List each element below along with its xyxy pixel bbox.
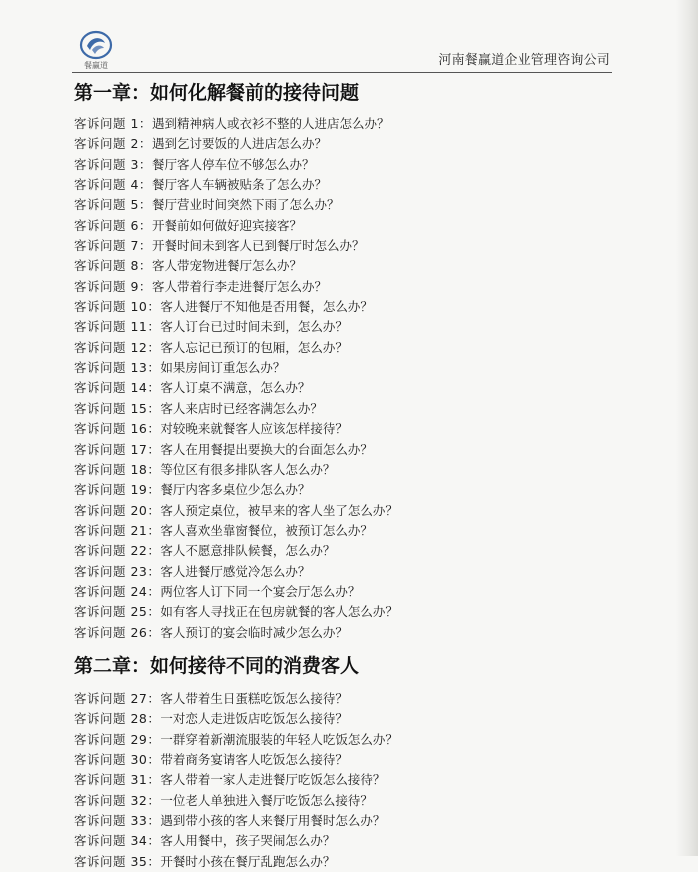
question-number: 客诉问题 26： <box>74 624 161 640</box>
question-item <box>74 378 634 398</box>
chapter-1-question-list <box>74 114 634 643</box>
question-text: 客人忘记已预订的包厢，怎么办？ <box>160 339 348 355</box>
question-number: 客诉问题 9： <box>74 278 152 294</box>
question-text: 客人带宠物进餐厅怎么办？ <box>151 258 302 274</box>
question-number: 客诉问题 14： <box>74 380 161 396</box>
question-text: 客人进餐厅感觉冷怎么办？ <box>160 563 311 579</box>
question-item <box>74 791 634 811</box>
question-item <box>74 562 634 582</box>
question-text: 餐厅营业时间突然下雨了怎么办？ <box>151 197 340 213</box>
question-number: 客诉问题 20： <box>74 502 161 518</box>
question-item <box>74 175 634 195</box>
question-item <box>74 256 634 276</box>
question-item <box>74 155 634 175</box>
question-number: 客诉问题 18： <box>74 461 161 477</box>
question-item <box>74 689 634 709</box>
question-item <box>74 440 634 460</box>
question-item <box>74 501 634 521</box>
question-number: 客诉问题 28： <box>74 711 161 727</box>
page-header <box>72 26 612 73</box>
question-item <box>74 338 634 358</box>
logo-text: 餐赢道 <box>84 61 108 70</box>
document-body <box>74 80 634 872</box>
question-item <box>74 358 634 378</box>
question-item <box>74 480 634 500</box>
question-item <box>74 297 634 317</box>
question-item <box>74 730 634 750</box>
question-text: 带着商务宴请客人吃饭怎么接待？ <box>160 751 348 767</box>
question-text: 客人带着生日蛋糕吃饭怎么接待？ <box>160 690 348 706</box>
question-item <box>74 277 634 297</box>
question-number: 客诉问题 6： <box>74 217 152 233</box>
question-text: 客人带着一家人走进餐厅吃饭怎么接待？ <box>160 772 386 788</box>
question-text: 遇到带小孩的客人来餐厅用餐时怎么办？ <box>160 813 386 828</box>
question-text: 客人预订的宴会临时减少怎么办？ <box>160 624 348 640</box>
chapter-1-title: 第一章：如何化解餐前的接待问题 <box>74 82 360 104</box>
question-text: 客人用餐中，孩子哭闹怎么办？ <box>160 833 336 849</box>
question-number: 客诉问题 19： <box>74 482 161 498</box>
question-text: 客人带着行李走进餐厅怎么办？ <box>151 278 327 294</box>
question-item <box>74 236 634 256</box>
chapter-2-question-list <box>74 689 634 872</box>
question-number: 客诉问题 7： <box>74 238 152 254</box>
question-text: 遇到乞讨要饭的人进店怎么办？ <box>151 136 327 152</box>
question-item <box>74 216 634 236</box>
question-number: 客诉问题 30： <box>74 751 161 767</box>
question-number: 客诉问题 5： <box>74 197 152 213</box>
question-number: 客诉问题 16： <box>74 421 161 437</box>
question-number: 客诉问题 27： <box>74 690 161 706</box>
question-text: 客人不愿意排队候餐，怎么办？ <box>160 543 336 559</box>
question-text: 客人订桌不满意，怎么办？ <box>160 380 311 396</box>
question-number: 客诉问题 31： <box>74 772 161 788</box>
question-text: 客人在用餐提出要换大的台面怎么办？ <box>160 441 373 457</box>
question-item <box>74 750 634 770</box>
question-item <box>74 541 634 561</box>
question-text: 餐厅客人车辆被贴条了怎么办？ <box>151 177 327 193</box>
question-text: 餐厅内客多桌位少怎么办？ <box>160 482 311 498</box>
question-text: 对较晚来就餐客人应该怎样接待？ <box>160 421 348 437</box>
question-number: 客诉问题 35： <box>74 853 161 869</box>
question-number: 客诉问题 10： <box>74 299 161 315</box>
question-text: 餐厅客人停车位不够怎么办？ <box>151 156 315 172</box>
chapter-2-title: 第二章：如何接待不同的消费客人 <box>74 654 360 677</box>
question-number: 客诉问题 33： <box>74 813 161 828</box>
question-number: 客诉问题 3： <box>74 156 152 172</box>
question-number: 客诉问题 15： <box>74 400 161 416</box>
question-item <box>74 399 634 419</box>
question-text: 一群穿着新潮流服装的年轻人吃饭怎么办？ <box>160 731 398 747</box>
page-edge-shadow <box>676 0 698 856</box>
question-number: 客诉问题 4： <box>74 177 152 193</box>
question-text: 一对恋人走进饭店吃饭怎么接待？ <box>160 711 348 727</box>
question-text: 遇到精神病人或衣衫不整的人进店怎么办？ <box>151 116 390 131</box>
question-text: 客人喜欢坐靠窗餐位，被预订怎么办？ <box>160 522 373 538</box>
question-item <box>74 521 634 541</box>
question-number: 客诉问题 13： <box>74 360 161 376</box>
question-item <box>74 582 634 602</box>
question-item <box>74 623 634 643</box>
question-number: 客诉问题 24： <box>74 583 161 599</box>
question-text: 客人订台已过时间未到，怎么办？ <box>160 319 348 335</box>
question-item <box>74 317 634 337</box>
question-item <box>74 134 634 154</box>
question-number: 客诉问题 12： <box>74 339 161 355</box>
question-number: 客诉问题 23： <box>74 563 161 579</box>
question-text: 客人进餐厅不知他是否用餐，怎么办？ <box>160 299 373 315</box>
question-text: 开餐前如何做好迎宾接客？ <box>151 217 302 233</box>
question-item <box>74 811 634 831</box>
question-text: 开餐时小孩在餐厅乱跑怎么办？ <box>160 853 336 869</box>
question-number: 客诉问题 1： <box>74 116 152 131</box>
question-text: 一位老人单独进入餐厅吃饭怎么接待？ <box>160 792 373 808</box>
question-number: 客诉问题 22： <box>74 543 161 559</box>
question-number: 客诉问题 8： <box>74 258 152 274</box>
question-item <box>74 195 634 215</box>
question-text: 客人预定桌位，被早来的客人坐了怎么办？ <box>160 502 398 518</box>
question-item <box>74 770 634 790</box>
question-text: 如有客人寻找正在包房就餐的客人怎么办？ <box>160 604 398 620</box>
question-number: 客诉问题 2： <box>74 136 152 152</box>
question-number: 客诉问题 32： <box>74 792 161 808</box>
question-text: 两位客人订下同一个宴会厅怎么办？ <box>160 583 361 599</box>
question-number: 客诉问题 29： <box>74 731 161 747</box>
question-item <box>74 460 634 480</box>
question-text: 如果房间订重怎么办？ <box>160 360 286 376</box>
company-name: 河南餐赢道企业管理咨询公司 <box>438 53 610 68</box>
question-text: 客人来店时已经客满怎么办？ <box>160 400 323 416</box>
question-item <box>74 831 634 851</box>
question-text: 等位区有很多排队客人怎么办？ <box>160 461 336 477</box>
question-number: 客诉问题 21： <box>74 522 161 538</box>
question-item <box>74 419 634 439</box>
question-item <box>74 114 634 134</box>
question-item <box>74 709 634 729</box>
question-number: 客诉问题 25： <box>74 604 161 620</box>
question-number: 客诉问题 11： <box>74 319 161 335</box>
question-number: 客诉问题 17： <box>74 441 161 457</box>
question-item <box>74 852 634 872</box>
question-text: 开餐时间未到客人已到餐厅时怎么办？ <box>151 238 365 254</box>
question-item <box>74 602 634 622</box>
question-number: 客诉问题 34： <box>74 833 161 849</box>
